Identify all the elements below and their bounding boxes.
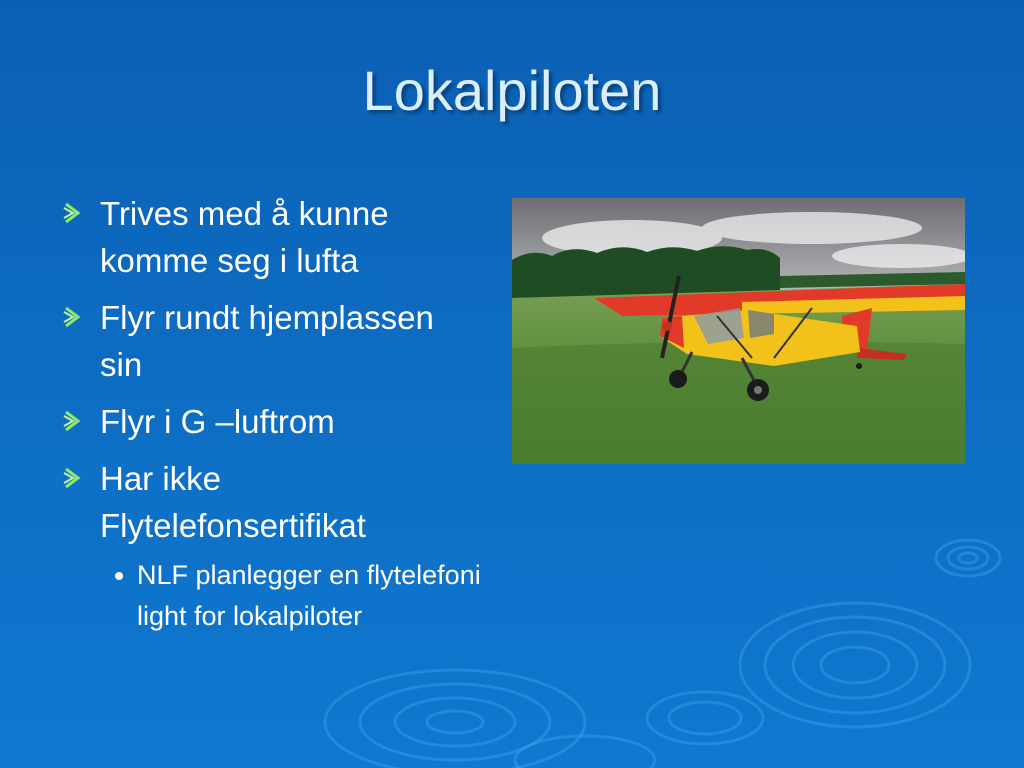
slide-title: Lokalpiloten	[362, 59, 662, 122]
arrow-bullet-icon	[62, 200, 84, 226]
dot-bullet-icon	[115, 572, 123, 580]
bullet-text: Flyr i G –luftrom	[100, 403, 335, 440]
arrow-bullet-icon	[62, 304, 84, 330]
bullet-item	[62, 398, 482, 445]
bullet-item	[62, 190, 482, 284]
sub-bullet-item	[107, 555, 482, 637]
bullet-text: Trives med å kunne komme seg i lufta	[100, 195, 389, 279]
arrow-bullet-icon	[62, 465, 84, 491]
bullet-text: Har ikke Flytelefonsertifikat	[100, 460, 366, 544]
bullet-text: Flyr rundt hjemplassen sin	[100, 299, 434, 383]
sub-bullet-text: NLF planlegger en flytelefoni light for lokalpiloter	[137, 560, 481, 631]
bullet-list	[62, 190, 482, 647]
bullet-item	[62, 294, 482, 388]
bullet-item	[62, 455, 482, 549]
arrow-bullet-icon	[62, 408, 84, 434]
aircraft-photo	[512, 198, 965, 464]
